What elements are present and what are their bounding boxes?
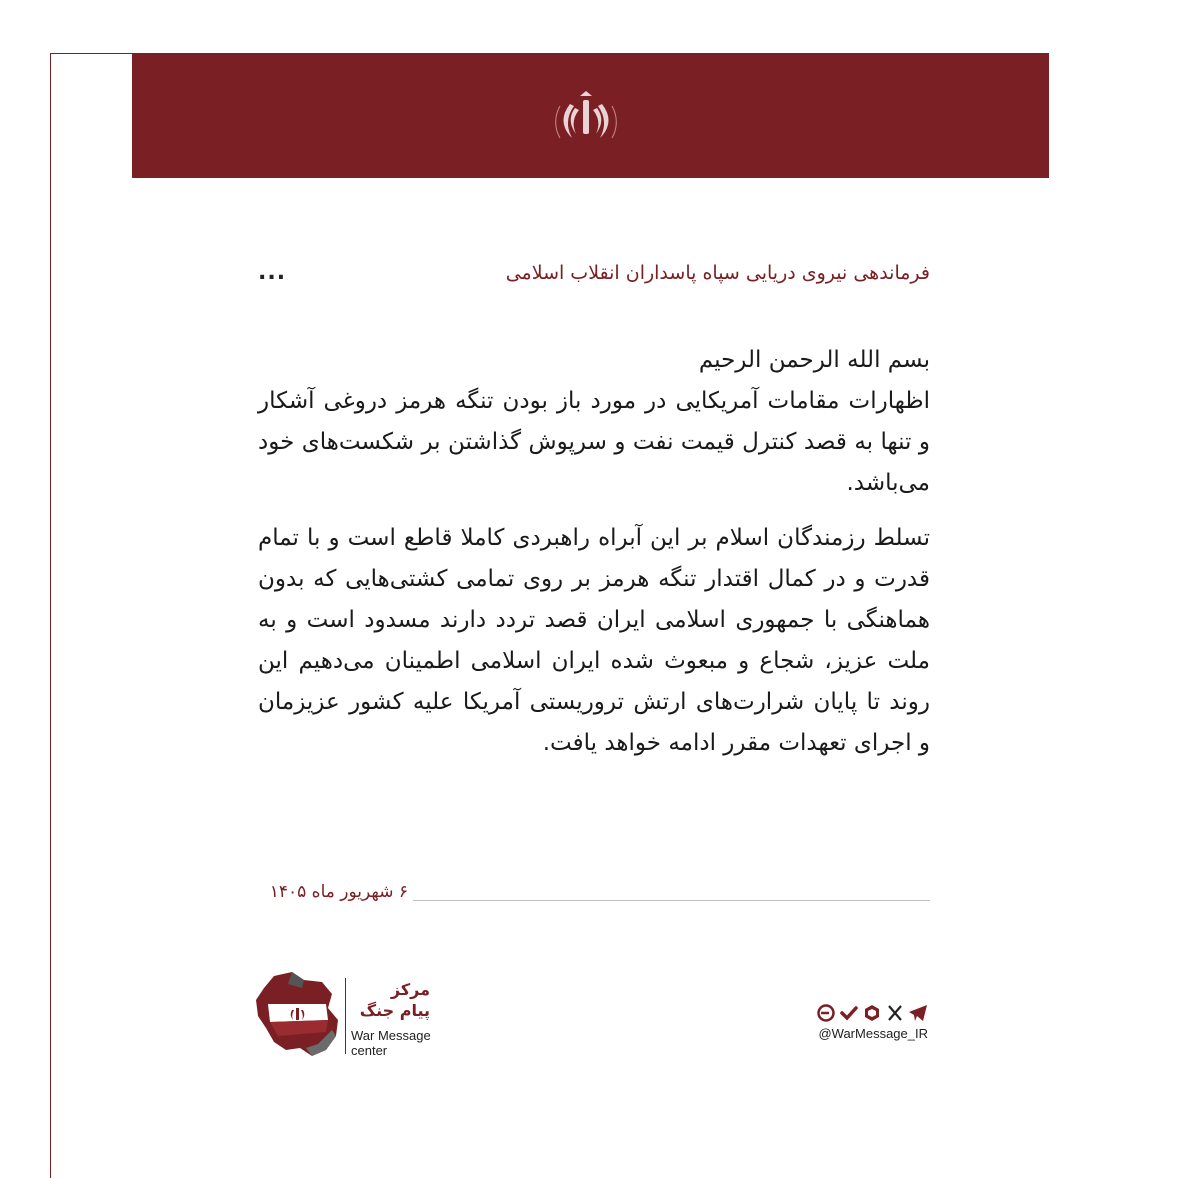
iran-map-logo-icon	[252, 970, 342, 1062]
date-divider	[413, 900, 930, 901]
more-options-button[interactable]: ...	[258, 260, 287, 285]
frame-top-line	[50, 53, 132, 54]
telegram-icon[interactable]	[908, 1004, 928, 1022]
social-handle[interactable]: @WarMessage_IR	[818, 1026, 928, 1041]
brand-name-en-line1: War Message	[351, 1028, 431, 1043]
header-row	[258, 262, 930, 296]
brand-name-fa-line2: پیام جنگ	[359, 1001, 430, 1020]
iran-emblem-icon	[546, 82, 626, 162]
brand-name-en-line2: center	[351, 1043, 388, 1058]
rubika-icon[interactable]	[862, 1004, 882, 1022]
statement-paragraph-1: اظهارات مقامات آمریکایی در مورد باز بودن تنگه هرمز دروغی آشکار و تنها به قصد کنترل قیمت نفت و سرپوش گذاشتن بر شکست‌های خود می‌باشد.	[258, 388, 930, 496]
date-row	[258, 882, 930, 912]
social-icons	[810, 1004, 928, 1022]
frame-left-line	[50, 53, 51, 1178]
verified-icon[interactable]	[839, 1004, 859, 1022]
brand-name-fa-line1: مرکز	[390, 980, 430, 999]
statement-body	[258, 340, 930, 764]
eitaa-icon[interactable]	[816, 1004, 836, 1022]
basmala: بسم الله الرحمن الرحیم	[698, 347, 930, 373]
organization-title: فرماندهی نیروی دریایی سپاه پاسداران انقلاب اسلامی	[505, 262, 930, 284]
statement-paragraph-2: تسلط رزمندگان اسلام بر این آبراه راهبردی کاملا قاطع است و با تمام قدرت و در کمال اقتدار تنگه هرمز بر روی تمامی کشتی‌هایی که بدون هماهنگی با جمهوری اسلامی ایران قصد تردد دارند مسدود است و به ملت عزیز، شجاع و مبعوث شده ایران اسلامی اطمینان می‌دهیم این روند تا پایان شرارت‌های ارتش تروریستی آمریکا علیه کشور عزیزمان و اجرای تعهدات مقرر ادامه خواهد یافت.	[258, 525, 930, 756]
logo-divider	[345, 978, 346, 1054]
x-icon[interactable]	[885, 1004, 905, 1022]
statement-date: ۶ شهریور ماه ۱۴۰۵	[269, 882, 408, 902]
